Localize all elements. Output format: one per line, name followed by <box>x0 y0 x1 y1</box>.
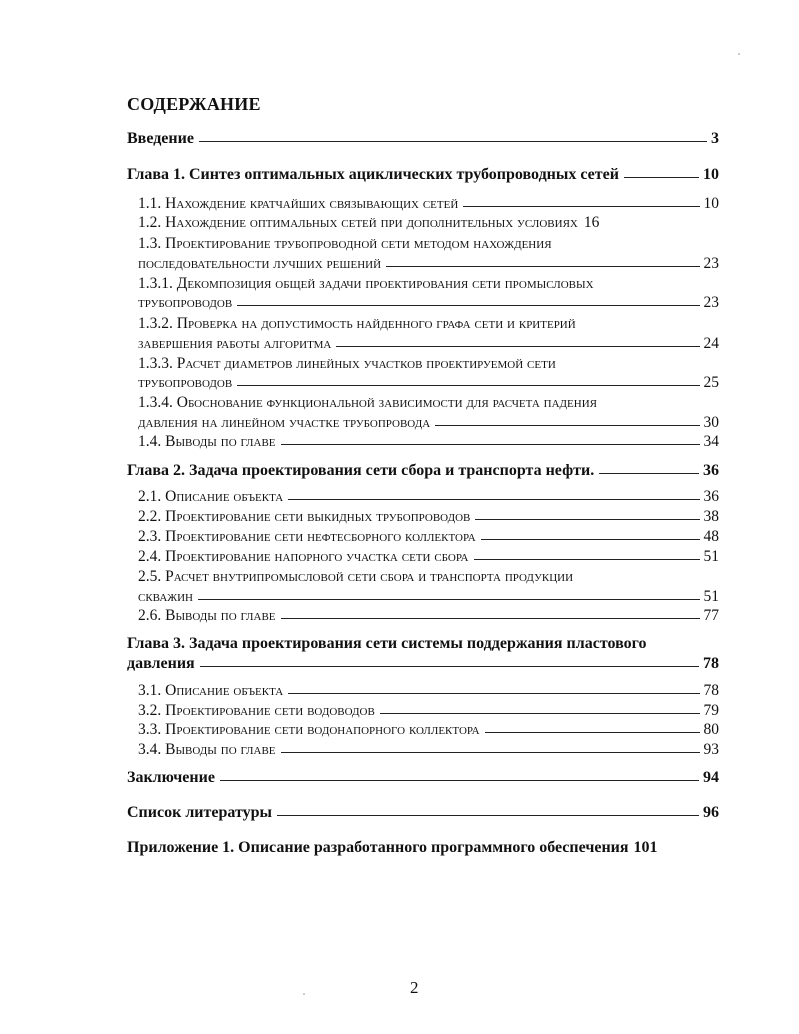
toc-entry-1-3-3 <box>138 373 719 393</box>
toc-label: 3.2. Проектирование сети водоводов <box>138 702 375 719</box>
leader-line <box>281 444 700 445</box>
toc-page: 93 <box>703 741 719 758</box>
leader-line <box>237 305 699 306</box>
toc-entry-1-3-3-line1: 1.3.3. Расчет диаметров линейных участков проектируемой сети <box>138 355 556 372</box>
toc-entry-1-3-line1: 1.3. Проектирование трубопроводной сети методом нахождения <box>138 235 552 252</box>
toc-label: завершения работы алгоритма <box>138 335 332 352</box>
toc-label: 2.2. Проектирование сети выкидных трубопроводов <box>138 508 471 525</box>
leader-line <box>281 618 700 619</box>
toc-label: Приложение 1. Описание разработанного программного обеспечения <box>127 839 629 856</box>
toc-entry-2-2 <box>138 507 719 527</box>
toc-entry-1-3-2-line1: 1.3.2. Проверка на допустимость найденного графа сети и критерий <box>138 315 576 332</box>
toc-label: Глава 2. Задача проектирования сети сбора и транспорта нефти. <box>127 462 595 479</box>
toc-page: 51 <box>703 588 719 605</box>
toc-label: скважин <box>138 588 194 605</box>
toc-label: последовательности лучших решений <box>138 255 382 272</box>
toc-page: 78 <box>703 682 719 699</box>
toc-entry-conclusion <box>127 768 719 788</box>
leader-line <box>198 599 699 600</box>
toc-page: 16 <box>583 214 600 231</box>
leader-line <box>475 519 699 520</box>
toc-page: 101 <box>633 839 658 856</box>
leader-line <box>485 732 700 733</box>
toc-label: 1.2. Нахождение оптимальных сетей при дополнительных условиях <box>138 214 578 231</box>
leader-line <box>237 385 699 386</box>
leader-line <box>624 177 699 178</box>
leader-line <box>463 206 699 207</box>
toc-page: 10 <box>703 195 719 212</box>
toc-entry-2-5 <box>138 587 719 607</box>
toc-entry-1-3-1-line1: 1.3.1. Декомпозиция общей задачи проектирования сети промысловых <box>138 275 594 292</box>
toc-entry-chapter-3 <box>127 654 719 674</box>
toc-entry-1-4 <box>138 432 719 452</box>
leader-line <box>220 780 699 781</box>
toc-label: 2.3. Проектирование сети нефтесборного коллектора <box>138 528 476 545</box>
toc-label: 3.4. Выводы по главе <box>138 741 276 758</box>
toc-page: 78 <box>703 655 719 672</box>
toc-page: 10 <box>703 166 719 183</box>
toc-entry-chapter-3-line1: Глава 3. Задача проектирования сети системы поддержания пластового <box>127 635 647 652</box>
toc-label: 2.1. Описание объекта <box>138 488 284 505</box>
toc-page: 38 <box>703 508 719 525</box>
toc-entry-intro <box>127 129 719 149</box>
leader-line <box>336 346 699 347</box>
scan-speck <box>738 53 740 55</box>
toc-page: 79 <box>703 702 719 719</box>
toc-page: 77 <box>703 607 719 624</box>
toc-label: Глава 1. Синтез оптимальных ациклических трубопроводных сетей <box>127 166 619 183</box>
leader-line <box>599 473 699 474</box>
toc-page: 24 <box>703 335 719 352</box>
leader-line <box>281 752 700 753</box>
toc-label: 2.6. Выводы по главе <box>138 607 276 624</box>
toc-entry-appendix-1 <box>127 838 719 858</box>
toc-entry-3-3 <box>138 720 719 740</box>
toc-label: 3.3. Проектирование сети водонапорного коллектора <box>138 721 480 738</box>
toc-page: 80 <box>703 721 719 738</box>
toc-page: 48 <box>703 528 719 545</box>
toc-label: давления <box>127 655 195 672</box>
toc-entry-2-5-line1: 2.5. Расчет внутрипромысловой сети сбора и транспорта продукции <box>138 568 574 585</box>
toc-label: 1.1. Нахождение кратчайших связывающих сетей <box>138 195 459 212</box>
toc-page: 23 <box>703 255 719 272</box>
toc-entry-1-3-4 <box>138 413 719 433</box>
leader-line <box>380 713 700 714</box>
toc-page: 94 <box>703 769 719 786</box>
toc-label: 3.1. Описание объекта <box>138 682 284 699</box>
toc-entry-references <box>127 803 719 823</box>
toc-label: трубопроводов <box>138 374 233 391</box>
page-number: 2 <box>410 978 419 997</box>
leader-line <box>288 693 699 694</box>
toc-page: 96 <box>703 804 719 821</box>
toc-entry-1-2 <box>138 213 719 233</box>
toc-entry-3-1 <box>138 681 719 701</box>
leader-line <box>474 559 700 560</box>
leader-line <box>386 266 699 267</box>
leader-line <box>481 539 700 540</box>
toc-entry-3-2 <box>138 701 719 721</box>
toc-page: 25 <box>703 374 719 391</box>
toc-page: 3 <box>711 130 719 147</box>
leader-line <box>435 425 699 426</box>
toc-label: Список литературы <box>127 804 272 821</box>
leader-line <box>199 141 707 142</box>
toc-entry-1-3 <box>138 254 719 274</box>
toc-entry-chapter-1 <box>127 165 719 185</box>
toc-entry-1-3-2 <box>138 334 719 354</box>
toc-entry-2-6 <box>138 606 719 626</box>
toc-label: трубопроводов <box>138 294 233 311</box>
toc-label: Введение <box>127 130 194 147</box>
scan-speck <box>303 993 305 995</box>
toc-page: 30 <box>703 414 719 431</box>
toc-entry-1-1 <box>138 194 719 214</box>
toc-label: давления на линейном участке трубопровода <box>138 414 431 431</box>
toc-entry-1-3-4-line1: 1.3.4. Обоснование функциональной зависимости для расчета падения <box>138 394 597 411</box>
toc-label: 2.4. Проектирование напорного участка сети сбора <box>138 548 469 565</box>
toc-entry-2-4 <box>138 547 719 567</box>
toc-page: 34 <box>703 433 719 450</box>
toc-entry-1-3-1 <box>138 293 719 313</box>
toc-page: 36 <box>703 488 719 505</box>
toc-page: 51 <box>703 548 719 565</box>
toc-entry-2-1 <box>138 487 719 507</box>
toc-entry-2-3 <box>138 527 719 547</box>
leader-line <box>277 815 699 816</box>
toc-heading: СОДЕРЖАНИЕ <box>127 94 261 114</box>
toc-page: 36 <box>703 462 719 479</box>
toc-entry-3-4 <box>138 740 719 760</box>
toc-label: Заключение <box>127 769 215 786</box>
toc-page: 23 <box>703 294 719 311</box>
toc-label: 1.4. Выводы по главе <box>138 433 276 450</box>
toc-entry-chapter-2 <box>127 461 719 481</box>
leader-line <box>288 499 699 500</box>
leader-line <box>200 666 699 667</box>
